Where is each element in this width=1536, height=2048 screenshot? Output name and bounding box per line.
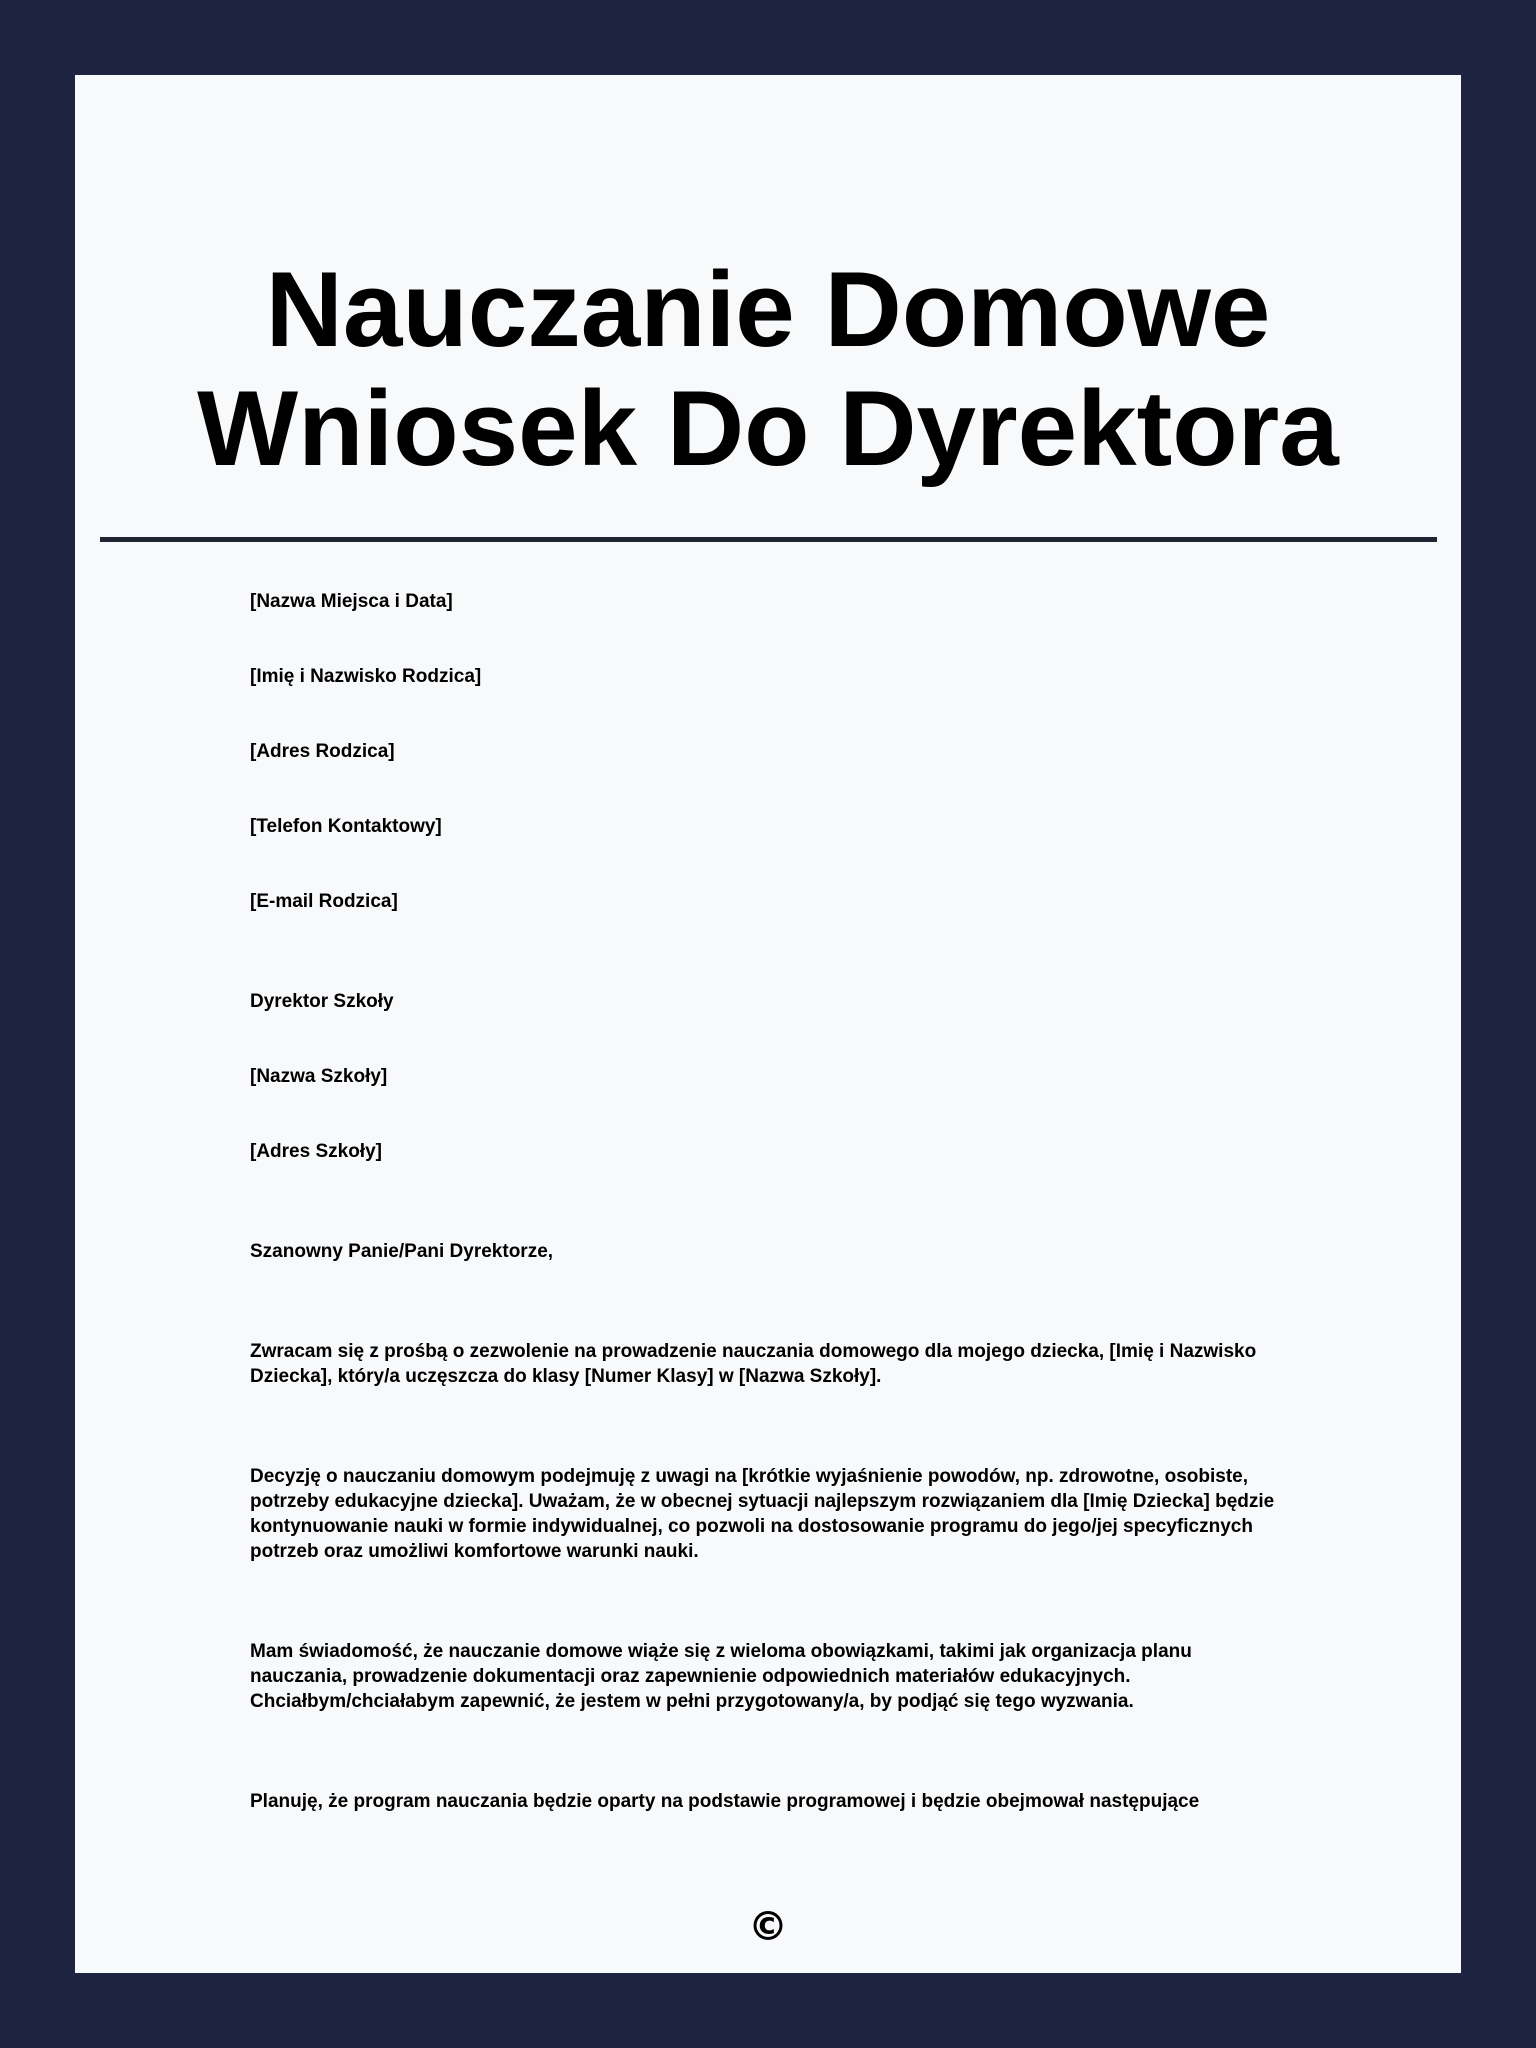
recipient-role: Dyrektor Szkoły [250,991,394,1012]
sender-parent-name: [Imię i Nazwisko Rodzica] [250,666,482,687]
paragraph-program: Planuję, że program nauczania będzie oparty na podstawie programowej i będzie obejmował następujące [250,1791,1200,1812]
sender-parent-address: [Adres Rodzica] [250,741,395,762]
paragraph-request: Zwracam się z prośbą o zezwolenie na prowadzenie nauczania domowego dla mojego dziecka, [Imię i Nazwisko Dziecka], który/a uczęszcza do klasy [Numer Klasy] w [Nazwa Szkoły]. [250,1341,1257,1387]
copyright-symbol: © [748,1904,788,1950]
paragraph-responsibilities: Mam świadomość, że nauczanie domowe wiąże się z wieloma obowiązkami, takimi jak organizacja planu nauczania, prowadzenie dokumentacji oraz zapewnienie odpowiednich materiałów edukacyjnych. Chciałbym/chciałabym zapewnić, że jestem w pełni przygotowany/a, by podjąć się tego wyzwania. [250,1641,1192,1712]
sender-email: [E-mail Rodzica] [250,891,398,912]
recipient-school-name: [Nazwa Szkoły] [250,1066,388,1087]
salutation: Szanowny Panie/Pani Dyrektorze, [250,1241,554,1262]
document-title: Nauczanie Domowe Wniosek Do Dyrektora [197,249,1339,488]
title-divider [100,537,1437,542]
sender-place-date: [Nazwa Miejsca i Data] [250,591,453,612]
document-page [75,75,1461,1973]
sender-phone: [Telefon Kontaktowy] [250,816,442,837]
recipient-school-address: [Adres Szkoły] [250,1141,382,1162]
paragraph-reasons: Decyzję o nauczaniu domowym podejmuję z uwagi na [krótkie wyjaśnienie powodów, np. zdrowotne, osobiste, potrzeby edukacyjne dziecka]. Uważam, że w obecnej sytuacji najlepszym rozwiązaniem dla [Imię Dziecka] będzie kontynuowanie nauki w formie indywidualnej, co pozwoli na dostosowanie programu do jego/jej specyficznych potrzeb oraz umożliwi komfortowe warunki nauki. [250,1466,1275,1562]
